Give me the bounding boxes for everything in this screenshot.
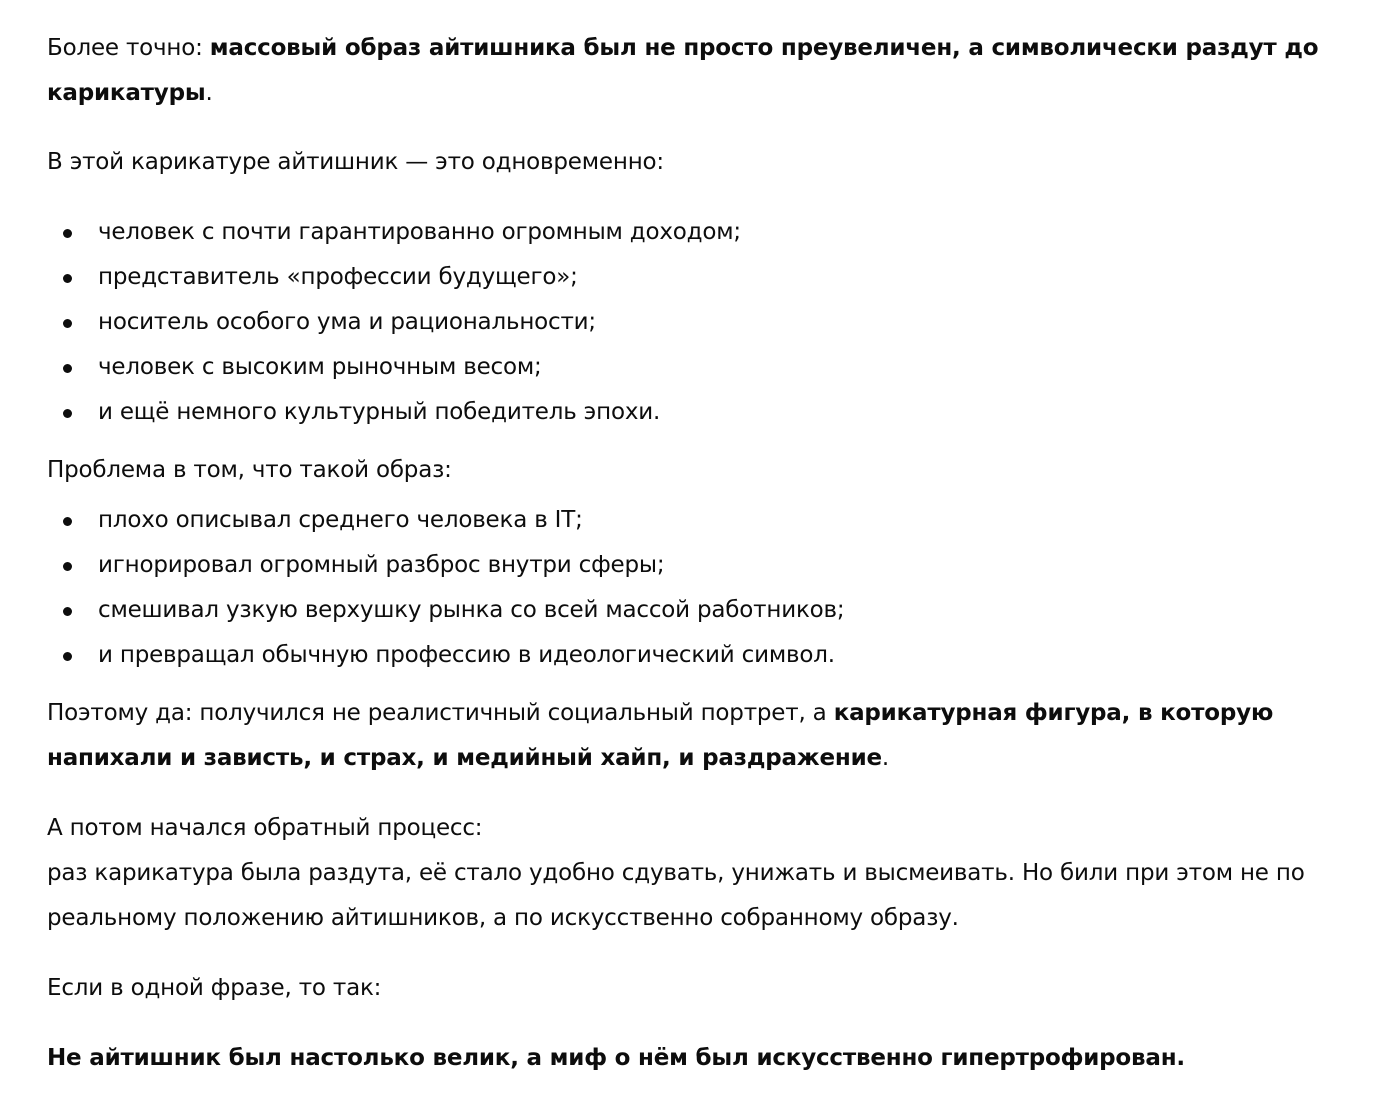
message-content [47,26,1347,1081]
bullet-icon [63,517,72,526]
intro-paragraph [47,26,1347,116]
final-statement [47,1036,1347,1081]
bullet-icon [63,274,72,283]
intro-suffix: . [205,80,213,106]
list-item: человек с высоким рыночным весом; [47,345,1347,390]
conclusion-prefix: Поэтому да: получился не реалистичный социальный портрет, а [47,700,834,726]
bullet-icon [63,607,72,616]
bullet-icon [63,562,72,571]
list-item: человек с почти гарантированно огромным доходом; [47,210,1347,255]
list-item: представитель «профессии будущего»; [47,255,1347,300]
conclusion-bold: карикатурная фигура, в которую напихали и зависть, и страх, и медийный хайп, и раздражение [47,700,1274,771]
conclusion-paragraph [47,691,1347,781]
list-item: игнорировал огромный разброс внутри сферы; [47,543,1347,588]
bullet-icon [63,229,72,238]
traits-list [47,210,1347,435]
final-statement-bold: Не айтишник был настолько велик, а миф о нём был искусственно гипертрофирован. [47,1045,1185,1071]
bullet-icon [63,319,72,328]
list-item: и превращал обычную профессию в идеологический символ. [47,633,1347,678]
reverse-line2: раз карикатура была раздута, её стало удобно сдувать, унижать и высмеивать. Но били при этом не по реальному положению айтишников, а по искусственно собранному образу. [47,860,1305,931]
bullet-icon [63,364,72,373]
list-item: носитель особого ума и рациональности; [47,300,1347,345]
intro-prefix: Более точно: [47,35,210,61]
list-item: смешивал узкую верхушку рынка со всей массой работников; [47,588,1347,633]
problems-list [47,498,1347,678]
reverse-line1: А потом начался обратный процесс: [47,815,483,841]
conclusion-suffix: . [881,745,890,771]
summary-lead: Если в одной фразе, то так: [47,975,382,1001]
intro-bold: массовый образ айтишника был не просто преувеличен, а символически раздут до карикатуры [47,35,1319,106]
bullet-icon [63,652,72,661]
list2-lead: Проблема в том, что такой образ: [47,457,452,483]
bullet-icon [63,409,72,418]
list-item: и ещё немного культурный победитель эпохи. [47,390,1347,435]
list-item: плохо описывал среднего человека в IT; [47,498,1347,543]
list1-lead: В этой карикатуре айтишник — это одновременно: [47,149,664,175]
reverse-paragraph [47,806,1347,941]
